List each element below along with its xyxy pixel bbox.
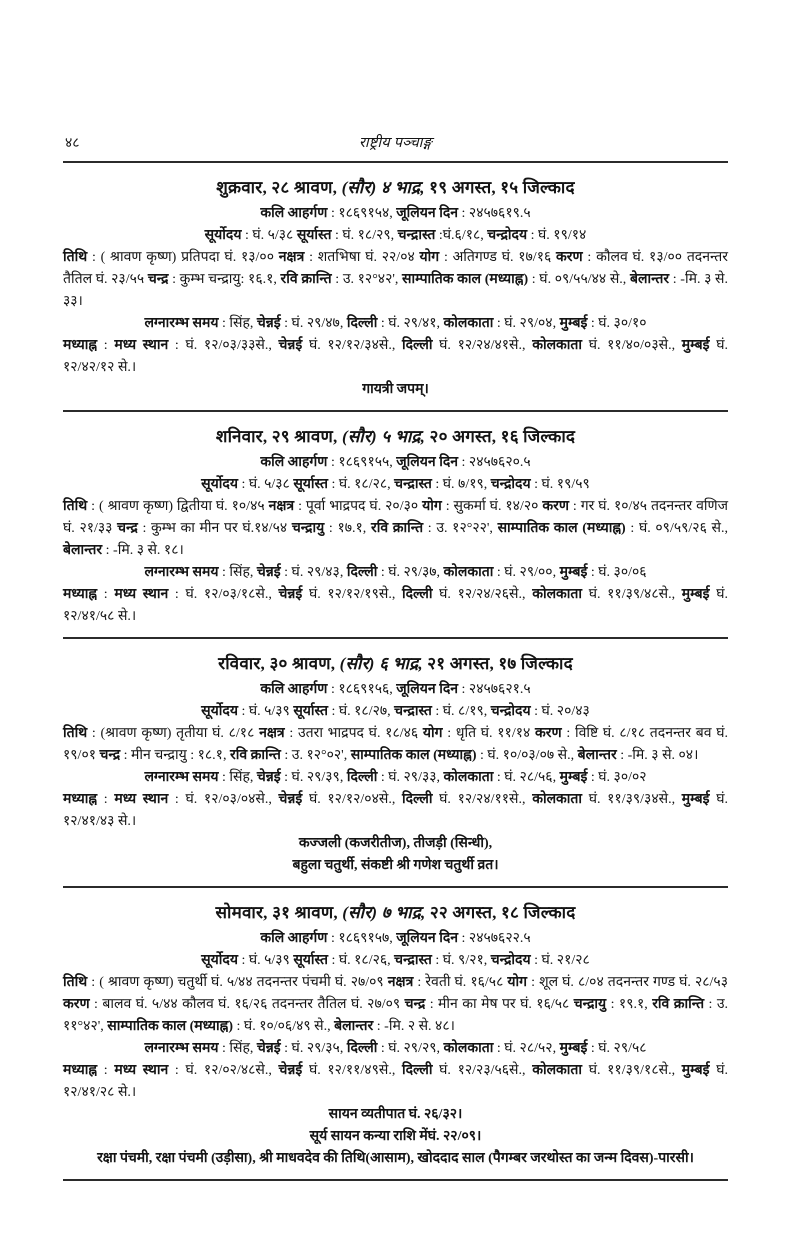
day-section-4 — [63, 888, 728, 1181]
bold-label: बहुला चतुर्थी, संकष्टी श्री गणेश चतुर्थी व्रत। — [292, 858, 499, 873]
text-segment: : २४५७६२१.५ — [458, 682, 531, 697]
day-title-date-part: रविवार, ३० श्रावण, — [218, 654, 340, 673]
tithi-paragraph — [63, 972, 728, 1038]
text-segment: : (श्रावण कृष्ण) तृतीया घं. ८/१८ — [87, 726, 260, 741]
text-segment: : — [97, 587, 115, 602]
text-segment: : घं. १२/०३/१८से., — [168, 587, 279, 602]
kali-ahargana-line — [63, 679, 728, 701]
text-segment: : घं. ०९/५९/२६ से., — [625, 521, 728, 536]
madhyahna-line — [63, 789, 728, 833]
text-segment: : -मि. ३ से. ०४। — [616, 748, 699, 763]
bold-label: सूर्योदय — [201, 704, 238, 719]
text-segment: : १८६९१५७, — [327, 931, 397, 946]
text-segment: घं. १२/१२/०४से., — [302, 792, 402, 807]
text-segment: घं. ११/३९/१८से., — [582, 1063, 682, 1078]
bold-label: चन्द्र — [99, 748, 121, 763]
bold-label: मुम्बई — [559, 565, 588, 580]
bold-label: कोलकाता — [532, 338, 583, 353]
bold-label: मुम्बई — [681, 587, 710, 602]
bold-label: सूर्यास्त — [293, 477, 328, 492]
day-section-2 — [63, 412, 728, 639]
text-segment: : घं. १०/०६/४९ से., — [233, 1019, 335, 1034]
bold-label: कलि आहर्गण — [260, 206, 328, 221]
bold-label: रवि क्रान्ति — [229, 748, 281, 763]
day-lines — [63, 679, 728, 877]
note-line — [63, 855, 728, 877]
bold-label: मुम्बई — [681, 1063, 710, 1078]
text-segment: : घं. १९/१४ — [527, 228, 587, 243]
day-title — [63, 424, 728, 447]
bold-label: चन्द्रायु — [291, 521, 325, 536]
tithi-paragraph — [63, 723, 728, 767]
bold-label: मुम्बई — [559, 770, 588, 785]
text-segment: : शतभिषा घं. २२/०४ — [304, 250, 420, 265]
text-segment: : ( श्रावण कृष्ण) प्रतिपदा घं. १३/०० — [87, 250, 279, 265]
text-segment: : घं. १८/२७, — [327, 704, 395, 719]
bold-label: तिथि — [63, 250, 88, 265]
text-segment: : घं. २९/०४, — [493, 316, 560, 331]
bold-label: कलि आहर्गण — [260, 455, 328, 470]
bold-label: साम्पातिक काल (मध्याह्न) — [497, 521, 626, 536]
text-segment: घं. १२/४२/१२ से.। — [63, 338, 728, 375]
text-segment: : घं. ३०/०६ — [587, 565, 647, 580]
bold-label: मध्याह्न — [63, 792, 98, 807]
day-title-solar-part: (सौर) ५ भाद्र, — [341, 427, 426, 446]
text-segment: : घं. २९/३३, — [377, 770, 444, 785]
text-segment: : घं. २८/५६, — [493, 770, 560, 785]
bold-label: करण — [542, 499, 569, 514]
text-segment: : सिंह, — [218, 316, 257, 331]
note-line — [63, 833, 728, 855]
text-segment: घं. १२/१२/३४से., — [302, 338, 402, 353]
text-segment: : — [97, 792, 115, 807]
bold-label: रवि क्रान्ति — [652, 997, 705, 1012]
sunrise-moonrise-line — [63, 701, 728, 723]
note-line — [63, 379, 728, 401]
bold-label: सूर्य सायन कन्या राशि मेंघं. २२/०९। — [309, 1129, 482, 1144]
bold-label: कलि आहर्गण — [260, 682, 328, 697]
bold-label: चेन्नई — [256, 316, 281, 331]
day-title-suffix-part: १९ अगस्त, १५ जिल्काद — [424, 178, 575, 197]
text-segment: : घं. २९/२९, — [377, 1041, 444, 1056]
bold-label: जूलियन दिन — [396, 455, 459, 470]
bold-label: चन्द्रास्त — [394, 704, 432, 719]
text-segment: : — [97, 1063, 115, 1078]
day-title-suffix-part: २१ अगस्त, १७ जिल्काद — [422, 654, 573, 673]
bold-label: मध्य स्थान — [114, 338, 169, 353]
bold-label: लग्नारम्भ समय — [144, 770, 219, 785]
kali-ahargana-line — [63, 203, 728, 225]
bold-label: मध्याह्न — [63, 1063, 98, 1078]
day-sections — [63, 163, 728, 1181]
bold-label: मुम्बई — [681, 338, 710, 353]
bold-label: सूर्यास्त — [296, 228, 332, 243]
bold-label: करण — [535, 726, 562, 741]
text-segment: : घं. २९/४३, — [280, 565, 347, 580]
day-title-suffix-part: २२ अगस्त, १८ जिल्काद — [425, 903, 576, 922]
bold-label: योग — [422, 499, 442, 514]
bold-label: मुम्बई — [559, 1041, 588, 1056]
bold-label: कोलकाता — [443, 316, 494, 331]
text-segment: : १८६९१५६, — [327, 682, 397, 697]
bold-label: चेन्नई — [278, 1063, 303, 1078]
text-segment: : उ. ११°४२', — [63, 997, 729, 1034]
text-segment: : घं. २९/४१, — [377, 316, 444, 331]
text-segment: : १८६९१५४, — [327, 206, 397, 221]
text-segment: : घं. ५/३८ — [237, 477, 294, 492]
bold-label: लग्नारम्भ समय — [144, 316, 219, 331]
bold-label: बेलान्तर — [63, 543, 103, 558]
bold-label: कोलकाता — [443, 565, 494, 580]
lagna-line — [63, 313, 728, 335]
day-title — [63, 651, 728, 674]
text-segment: : घं. २८/५२, — [493, 1041, 560, 1056]
bold-label: साम्पातिक काल (मध्याह्न) — [350, 748, 477, 763]
text-segment: : ( श्रावण कृष्ण) द्वितीया घं. १०/४५ — [87, 499, 269, 514]
text-segment: घं. ११/३९/३४से., — [582, 792, 682, 807]
bold-label: लग्नारम्भ समय — [144, 1041, 219, 1056]
text-segment: : घं. १८/२८, — [327, 477, 395, 492]
bold-label: जूलियन दिन — [396, 206, 459, 221]
bold-label: साम्पातिक काल (मध्याह्न) — [107, 1019, 234, 1034]
text-segment: : उ. १२°०२', — [280, 748, 351, 763]
bold-label: तिथि — [63, 975, 88, 990]
text-segment: : घं. १९/५९ — [530, 477, 590, 492]
sunrise-moonrise-line — [63, 225, 728, 247]
text-segment: : मीन का मेष पर घं. १६/५८ — [425, 997, 574, 1012]
text-segment: : रेवती घं. १६/५८ — [413, 975, 508, 990]
page-header — [63, 132, 728, 163]
text-segment: घं. १२/४१/५८ से.। — [63, 587, 728, 624]
text-segment: : घं. ५/३९ — [237, 953, 294, 968]
bold-label: कज्जली (कजरीतीज), तीजड़ी (सिन्धी), — [298, 836, 493, 851]
bold-label: चेन्नई — [256, 565, 281, 580]
bold-label: चन्द्र — [117, 521, 138, 536]
text-segment: : सुकर्मा घं. १४/२० — [441, 499, 543, 514]
text-segment: : घं. ८/१९, — [431, 704, 491, 719]
bold-label: दिल्ली — [401, 1063, 433, 1078]
journal-title: राष्ट्रीय पञ्चाङ्ग — [359, 135, 432, 151]
bold-label: कोलकाता — [443, 770, 494, 785]
bold-label: जूलियन दिन — [396, 931, 459, 946]
text-segment: : -मि. ३ से. १८। — [102, 543, 184, 558]
text-segment: :घं.६/१८, — [435, 228, 488, 243]
bold-label: योग — [422, 726, 443, 741]
text-segment: : — [97, 338, 115, 353]
page-content — [63, 132, 728, 1181]
text-segment: : सिंह, — [218, 770, 257, 785]
text-segment: : २४५७६१९.५ — [458, 206, 531, 221]
madhyahna-line — [63, 1060, 728, 1104]
bold-label: करण — [556, 250, 583, 265]
bold-label: चन्द्रास्त — [397, 228, 436, 243]
bold-label: दिल्ली — [346, 565, 378, 580]
bold-label: चेन्नई — [256, 770, 281, 785]
text-segment: : घं. २९/३५, — [280, 1041, 347, 1056]
bold-label: नक्षत्र — [278, 250, 305, 265]
text-segment: : पूर्वा भाद्रपद घं. २०/३० — [294, 499, 423, 514]
text-segment: : घं. २०/४३ — [530, 704, 590, 719]
bold-label: तिथि — [63, 726, 88, 741]
text-segment: : घं. १२/०३/३३से., — [168, 338, 279, 353]
page-number: ४८ — [65, 136, 80, 151]
bold-label: मध्य स्थान — [114, 1063, 169, 1078]
bold-label: मध्य स्थान — [114, 587, 169, 602]
bold-label: सूर्यास्त — [293, 953, 328, 968]
text-segment: : घं. ९/२१, — [431, 953, 491, 968]
text-segment: : सिंह, — [218, 565, 257, 580]
lagna-line — [63, 1038, 728, 1060]
bold-label: कोलकाता — [532, 792, 583, 807]
bold-label: सूर्यास्त — [293, 704, 328, 719]
text-segment: : कुम्भ का मीन पर घं.१४/५४ — [137, 521, 292, 536]
text-segment: : घं. २९/००, — [493, 565, 560, 580]
text-segment: : सिंह, — [218, 1041, 257, 1056]
text-segment: घं. ११/४०/०३से., — [582, 338, 682, 353]
sunrise-moonrise-line — [63, 474, 728, 496]
text-segment: : १९.१, — [606, 997, 653, 1012]
text-segment: घं. ११/३९/४८से., — [582, 587, 682, 602]
text-segment: : अतिगण्ड घं. १७/१६ — [439, 250, 557, 265]
bold-label: दिल्ली — [401, 587, 433, 602]
bold-label: चन्द्रोदय — [490, 704, 531, 719]
madhyahna-line — [63, 335, 728, 379]
text-segment: : घं. २९/३७, — [377, 565, 444, 580]
text-segment: : घं. ३०/०२ — [587, 770, 647, 785]
bold-label: चन्द्रायु — [573, 997, 607, 1012]
day-title — [63, 900, 728, 923]
day-section-1 — [63, 163, 728, 412]
day-title — [63, 175, 728, 198]
bold-label: बेलान्तर — [577, 748, 617, 763]
bold-label: कोलकाता — [532, 1063, 583, 1078]
bold-label: करण — [63, 997, 90, 1012]
bold-label: चन्द्रोदय — [487, 228, 528, 243]
text-segment: घं. १२/१२/१९से., — [302, 587, 402, 602]
tithi-paragraph — [63, 496, 728, 562]
text-segment: : घं. ५/३८ — [241, 228, 297, 243]
text-segment: : कुम्भ चन्द्रायु: १६.१, — [168, 272, 281, 287]
text-segment: : घं. २१/२८ — [530, 953, 590, 968]
note-line — [63, 1104, 728, 1126]
bold-label: मुम्बई — [559, 316, 588, 331]
bold-label: बेलान्तर — [629, 272, 670, 287]
text-segment: : उ. १२°४२', — [331, 272, 403, 287]
text-segment: : १८६९१५५, — [327, 455, 397, 470]
bold-label: रवि क्रान्ति — [370, 521, 424, 536]
bold-label: योग — [507, 975, 528, 990]
bold-label: मध्य स्थान — [114, 792, 169, 807]
day-lines — [63, 203, 728, 401]
bold-label: रवि क्रान्ति — [280, 272, 332, 287]
bold-label: नक्षत्र — [387, 975, 414, 990]
day-title-suffix-part: २० अगस्त, १६ जिल्काद — [425, 427, 576, 446]
bold-label: चेन्नई — [278, 792, 303, 807]
text-segment: : २४५७६२२.५ — [458, 931, 531, 946]
text-segment: : घं. ०९/५५/४४ से., — [528, 272, 630, 287]
text-segment: घं. १२/२४/११से., — [432, 792, 533, 807]
bold-label: नक्षत्र — [259, 726, 285, 741]
text-segment: : घं. १२/०३/०४से., — [168, 792, 279, 807]
tithi-paragraph — [63, 247, 728, 313]
day-section-3 — [63, 639, 728, 888]
day-title-solar-part: (सौर) ६ भाद्र, — [339, 654, 423, 673]
bold-label: चेन्नई — [278, 587, 303, 602]
bold-label: सूर्योदय — [201, 477, 238, 492]
bold-label: चन्द्रास्त — [394, 477, 432, 492]
text-segment: : गर घं. १०/४५ तदनन्तर वणिज घं. २१/३३ — [63, 499, 729, 536]
bold-label: तिथि — [63, 499, 88, 514]
bold-label: योग — [419, 250, 440, 265]
bold-label: नक्षत्र — [268, 499, 295, 514]
bold-label: सूर्योदय — [201, 953, 238, 968]
text-segment: घं. १२/२३/५६से., — [432, 1063, 533, 1078]
madhyahna-line — [63, 584, 728, 628]
bold-label: चन्द्र — [404, 997, 426, 1012]
lagna-line — [63, 767, 728, 789]
bold-label: दिल्ली — [401, 338, 433, 353]
text-segment: : शूल घं. ८/०४ तदनन्तर गण्ड घं. २८/५३ — [527, 975, 728, 990]
lagna-line — [63, 562, 728, 584]
bold-label: कलि आहर्गण — [260, 931, 328, 946]
bold-label: सायन व्यतीपात घं. २६/३२। — [328, 1107, 463, 1122]
bold-label: दिल्ली — [346, 770, 378, 785]
text-segment: : घं. २९/३९, — [280, 770, 347, 785]
bold-label: सूर्योदय — [204, 228, 242, 243]
day-lines — [63, 928, 728, 1170]
kali-ahargana-line — [63, 452, 728, 474]
text-segment: : घं. १८/२९, — [331, 228, 398, 243]
bold-label: दिल्ली — [401, 792, 433, 807]
day-title-date-part: सोमवार, ३१ श्रावण, — [215, 903, 343, 922]
bold-label: चेन्नई — [278, 338, 303, 353]
text-segment: घं. १२/११/४९से., — [302, 1063, 402, 1078]
text-segment: : कौलव घं. १३/०० तदनन्तर तैतिल घं. २३/५५ — [63, 250, 729, 287]
text-segment: घं. १२/२४/२६से., — [432, 587, 533, 602]
day-lines — [63, 452, 728, 628]
text-segment: घं. १२/४१/२८ से.। — [63, 1063, 728, 1100]
text-segment: : धृति घं. ११/१४ — [442, 726, 536, 741]
bold-label: चेन्नई — [256, 1041, 281, 1056]
text-segment: : घं. ५/३९ — [237, 704, 294, 719]
text-segment: : १७.१, — [324, 521, 371, 536]
bold-label: रक्षा पंचमी, रक्षा पंचमी (उड़ीसा), श्री माधवदेव की तिथि(आसाम), खोददाद साल (पैगम्बर जरथोस्त का जन्म दिवस)-पारसी। — [97, 1151, 694, 1166]
text-segment: : बालव घं. ५/४४ कौलव घं. १६/२६ तदनन्तर तैतिल घं. २७/०९ — [89, 997, 405, 1012]
bold-label: कोलकाता — [532, 587, 583, 602]
day-title-date-part: शनिवार, २९ श्रावण, — [215, 427, 342, 446]
bold-label: मुम्बई — [681, 792, 710, 807]
note-line — [63, 1148, 728, 1170]
text-segment: : २४५७६२०.५ — [458, 455, 531, 470]
bold-label: साम्पातिक काल (मध्याह्न) — [402, 272, 529, 287]
bold-label: बेलान्तर — [334, 1019, 374, 1034]
bold-label: चन्द्रोदय — [490, 477, 531, 492]
bold-label: मध्याह्न — [63, 587, 98, 602]
bold-label: मध्याह्न — [63, 338, 98, 353]
kali-ahargana-line — [63, 928, 728, 950]
bold-label: जूलियन दिन — [396, 682, 459, 697]
day-title-solar-part: (सौर) ४ भाद्र, — [341, 178, 425, 197]
panchang-page — [0, 132, 791, 1251]
note-line — [63, 1126, 728, 1148]
text-segment: : घं. ७/१९, — [431, 477, 491, 492]
text-segment: : ( श्रावण कृष्ण) चतुर्थी घं. ५/४४ तदनन्तर पंचमी घं. २७/०९ — [87, 975, 388, 990]
day-title-date-part: शुक्रवार, २८ श्रावण, — [216, 178, 342, 197]
text-segment: : घं. २९/४७, — [280, 316, 347, 331]
bold-label: गायत्री जपम्। — [362, 382, 429, 397]
bold-label: चन्द्र — [147, 272, 169, 287]
sunrise-moonrise-line — [63, 950, 728, 972]
bold-label: दिल्ली — [346, 316, 378, 331]
text-segment: : घं. १२/०२/४८से., — [168, 1063, 279, 1078]
text-segment: : घं. १८/२६, — [327, 953, 395, 968]
day-title-solar-part: (सौर) ७ भाद्र, — [342, 903, 426, 922]
text-segment: घं. १२/२४/४१से., — [432, 338, 533, 353]
text-segment: : घं. २९/५८ — [587, 1041, 647, 1056]
text-segment: : -मि. ३ से. ३३। — [63, 272, 728, 309]
text-segment: घं. १२/४१/४३ से.। — [63, 792, 728, 829]
text-segment: : घं. ३०/१० — [587, 316, 647, 331]
text-segment: : उ. १२°२२', — [423, 521, 498, 536]
text-segment: : -मि. २ से. ४८। — [373, 1019, 455, 1034]
bold-label: चन्द्रोदय — [490, 953, 531, 968]
text-segment: : घं. १०/०३/०७ से., — [476, 748, 578, 763]
bold-label: दिल्ली — [346, 1041, 378, 1056]
bold-label: लग्नारम्भ समय — [144, 565, 219, 580]
text-segment: : विष्टि घं. ८/१८ तदनन्तर बव घं. १९/०१ — [63, 726, 728, 763]
bold-label: कोलकाता — [443, 1041, 494, 1056]
text-segment: : उतरा भाद्रपद घं. १८/४६ — [284, 726, 423, 741]
bold-label: चन्द्रास्त — [394, 953, 432, 968]
text-segment: : मीन चन्द्रायु : १८.१, — [120, 748, 230, 763]
